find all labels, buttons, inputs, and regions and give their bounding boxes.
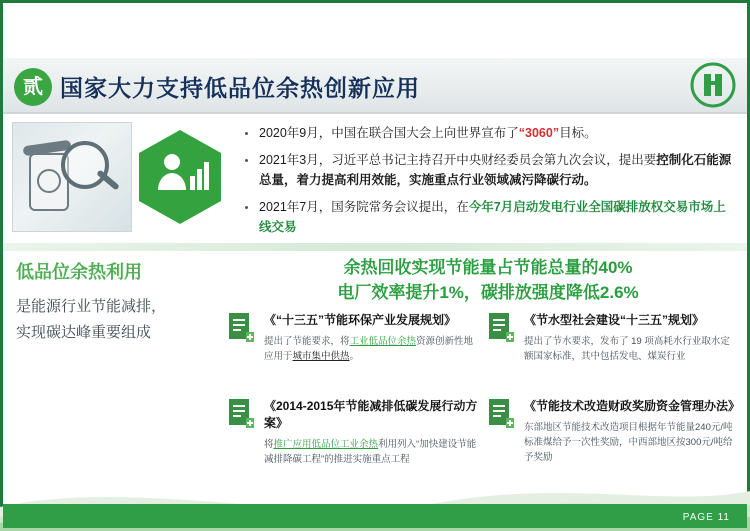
phone-dial — [37, 169, 61, 193]
bullet-item-3 — [243, 198, 738, 237]
document-icon — [488, 398, 514, 428]
company-logo — [690, 62, 736, 108]
card-1-text-4: 城市集中供热 — [292, 350, 350, 362]
card-4-text-1: 东部地区节能技术改造项目根据年节能量240元/吨标准煤给予一次性奖励，中西部地区按300元/吨给予奖励 — [524, 421, 733, 464]
card-title: 《节水型社会建设“十三五”规划》 — [524, 313, 705, 327]
card-2-text-1: 提出了节水要求，发布了 19 项高耗水行业取水定额国家标准，其中包括发电、煤炭行业 — [524, 335, 730, 362]
border-top — [0, 0, 750, 3]
section-divider — [3, 243, 747, 251]
header-underline — [3, 112, 747, 114]
bullet-list — [243, 124, 738, 245]
card-title: 《2014-2015年节能减排低碳发展行动方案》 — [264, 399, 478, 430]
bullet-item-2 — [243, 151, 738, 190]
document-icon — [228, 312, 254, 342]
page-title: 国家大力支持低品位余热创新应用 — [60, 75, 420, 101]
page-number: PAGE 11 — [682, 512, 730, 523]
magnifier-icon — [61, 141, 109, 189]
card-1-text-3: 资源创新性地应用于 — [264, 335, 474, 362]
policy-card — [488, 312, 738, 388]
policy-card — [228, 312, 478, 388]
bullet-1-part-3: 目标。 — [559, 126, 597, 140]
card-body — [524, 420, 738, 466]
card-1-text-2: 工业低品位余热 — [349, 335, 417, 347]
card-body — [524, 334, 738, 364]
key-metrics-headline — [238, 256, 738, 305]
card-title: 《“十三五”节能环保产业发展规划》 — [264, 313, 457, 327]
section-number-badge: 贰 — [14, 68, 52, 106]
bullet-1-part-1: 2020年9月，中国在联合国大会上向世界宣布了 — [259, 126, 519, 140]
card-3-text-2: 推广应用低品位工业余热 — [273, 438, 379, 450]
card-1-text-1: 提出了节能要求，将 — [264, 335, 350, 347]
bullet-2-part-1: 2021年3月，习近平总书记主持召开中央财经委员会第九次会议，提出要 — [259, 153, 657, 168]
card-1-text-5: 。 — [349, 350, 360, 362]
bullet-3-highlight: 今年7月启动发电行业全国碳排放权交易市场上线交易 — [259, 200, 726, 234]
card-title: 《节能技术改造财政奖励资金管理办法》 — [524, 399, 741, 413]
document-icon — [228, 398, 254, 428]
telephone-photo — [12, 122, 132, 232]
bullet-1-highlight: “3060” — [518, 126, 560, 140]
document-icon — [488, 312, 514, 342]
left-statement — [16, 258, 216, 347]
headline-line-2: 电厂效率提升1%，碳排放强度降低2.6% — [337, 282, 639, 302]
card-body — [264, 334, 478, 364]
footer-bar — [3, 504, 747, 528]
bullet-2-highlight: 控制化石能源总量，着力提高利用效能，实施重点行业领域减污降碳行动。 — [259, 153, 732, 187]
headline-line-1: 余热回收实现节能量占节能总量的40% — [343, 258, 633, 277]
card-3-text-3: 利用列入“加快建设节能减排降碳工程”的推进实施重点工程 — [264, 438, 477, 465]
statement-line-2: 实现碳达峰重要组成 — [16, 324, 152, 342]
bullet-item-1 — [243, 124, 738, 143]
statement-line-1: 是能源行业节能减排， — [16, 298, 167, 315]
card-3-text-1: 将 — [264, 438, 274, 450]
bullet-3-part-1: 2021年7月，国务院常务会议提出，在 — [259, 200, 469, 215]
policy-card-grid — [228, 312, 741, 474]
statement-title: 低品位余热利用 — [16, 262, 142, 282]
person-chart-hexagon-icon — [136, 128, 224, 226]
